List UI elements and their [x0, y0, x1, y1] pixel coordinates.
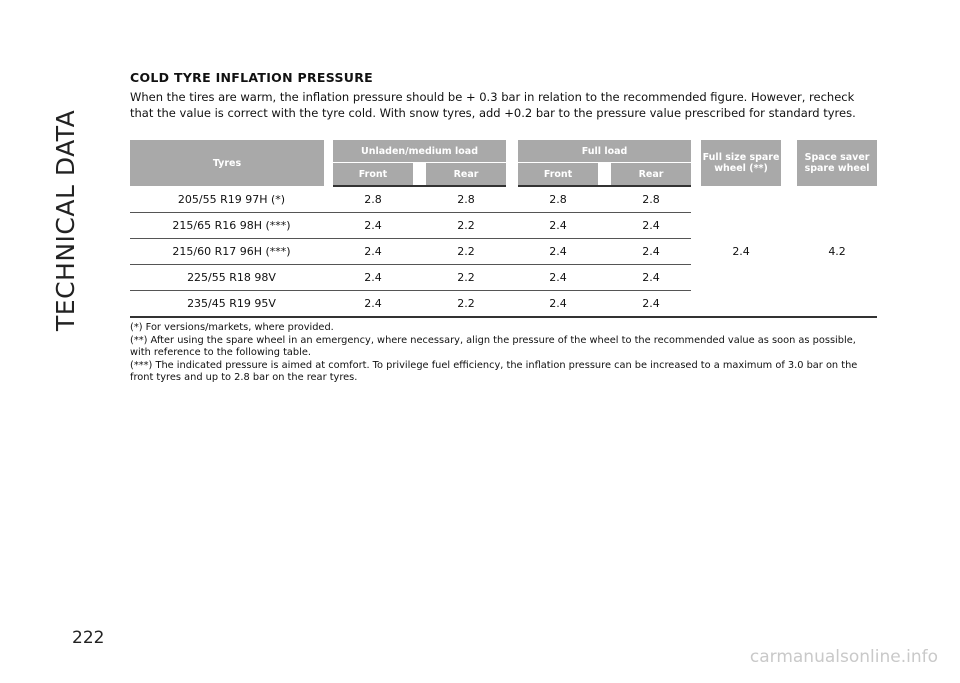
cell-tyre: 215/60 R17 96H (***) — [130, 239, 333, 265]
cell-unladen-rear: 2.2 — [426, 265, 506, 291]
cell-tyre: 235/45 R19 95V — [130, 291, 333, 318]
cell-full-rear: 2.8 — [611, 186, 691, 213]
footnotes — [130, 322, 877, 385]
header-gap — [691, 140, 701, 186]
cell-unladen-rear: 2.2 — [426, 213, 506, 239]
cell-unladen-rear: 2.8 — [426, 186, 506, 213]
cell-gap — [506, 213, 518, 239]
cell-full-rear: 2.4 — [611, 265, 691, 291]
header-full-front: Front — [518, 163, 598, 187]
cell-gap — [413, 265, 426, 291]
page-number: 222 — [72, 628, 105, 648]
section-heading: COLD TYRE INFLATION PRESSURE — [130, 70, 374, 85]
cell-gap — [413, 186, 426, 213]
header-unladen-rear: Rear — [426, 163, 506, 187]
cell-space-saver: 4.2 — [797, 186, 877, 317]
footnote: (**) After using the spare wheel in an emergency, where necessary, align the pressure of the wheel to the recommended value as soon as possible, with reference to the following table. — [130, 334, 856, 358]
header-space-saver: Space saver spare wheel — [797, 140, 877, 186]
footnote: (*) For versions/markets, where provided. — [130, 322, 334, 333]
header-full-rear: Rear — [611, 163, 691, 187]
cell-full-rear: 2.4 — [611, 239, 691, 265]
header-gap — [413, 163, 426, 187]
cell-tyre: 205/55 R19 97H (*) — [130, 186, 333, 213]
cell-full-front: 2.4 — [518, 239, 598, 265]
cell-tyre: 215/65 R16 98H (***) — [130, 213, 333, 239]
header-full-size-spare: Full size spare wheel (**) — [701, 140, 781, 186]
cell-gap — [598, 186, 611, 213]
cell-gap — [598, 265, 611, 291]
cell-gap — [413, 239, 426, 265]
watermark: carmanualsonline.info — [749, 647, 938, 667]
header-gap — [781, 140, 797, 186]
cell-gap — [598, 239, 611, 265]
tyre-pressure-table — [130, 140, 877, 318]
cell-gap — [413, 291, 426, 318]
cell-unladen-front: 2.4 — [333, 265, 413, 291]
table-row — [130, 186, 877, 213]
cell-gap — [413, 213, 426, 239]
cell-gap — [506, 265, 518, 291]
header-unladen-front: Front — [333, 163, 413, 187]
intro-paragraph: When the tires are warm, the inflation pressure should be + 0.3 bar in relation to the recommended figure. However, recheck that the value is correct with the tyre cold. With snow tyres, add +0.2 bar to the pressure value prescribed for standard tyres. — [130, 90, 856, 120]
cell-gap — [691, 186, 701, 317]
cell-gap — [506, 291, 518, 318]
cell-full-front: 2.8 — [518, 186, 598, 213]
cell-unladen-front: 2.8 — [333, 186, 413, 213]
cell-full-front: 2.4 — [518, 291, 598, 318]
cell-full-front: 2.4 — [518, 265, 598, 291]
header-gap — [506, 140, 518, 186]
header-unladen-load: Unladen/medium load — [333, 140, 506, 163]
cell-gap — [598, 213, 611, 239]
cell-gap — [598, 291, 611, 318]
cell-full-rear: 2.4 — [611, 291, 691, 318]
header-gap — [598, 163, 611, 187]
main-content — [130, 70, 877, 385]
cell-unladen-front: 2.4 — [333, 213, 413, 239]
header-full-load: Full load — [518, 140, 691, 163]
footnote: (***) The indicated pressure is aimed at comfort. To privilege fuel efficiency, the inflation pressure can be increased to a maximum of 3.0 bar on the front tyres and up to 2.8 bar on the rear tyres. — [130, 359, 858, 383]
cell-unladen-rear: 2.2 — [426, 239, 506, 265]
cell-full-front: 2.4 — [518, 213, 598, 239]
cell-gap — [506, 186, 518, 213]
cell-unladen-rear: 2.2 — [426, 291, 506, 318]
cell-unladen-front: 2.4 — [333, 291, 413, 318]
header-tyres: Tyres — [130, 140, 324, 186]
cell-gap — [506, 239, 518, 265]
header-gap — [324, 140, 333, 186]
side-section-title: TECHNICAL DATA — [51, 109, 80, 331]
cell-gap — [781, 186, 797, 317]
cell-unladen-front: 2.4 — [333, 239, 413, 265]
cell-tyre: 225/55 R18 98V — [130, 265, 333, 291]
cell-full-size-spare: 2.4 — [701, 186, 781, 317]
cell-full-rear: 2.4 — [611, 213, 691, 239]
